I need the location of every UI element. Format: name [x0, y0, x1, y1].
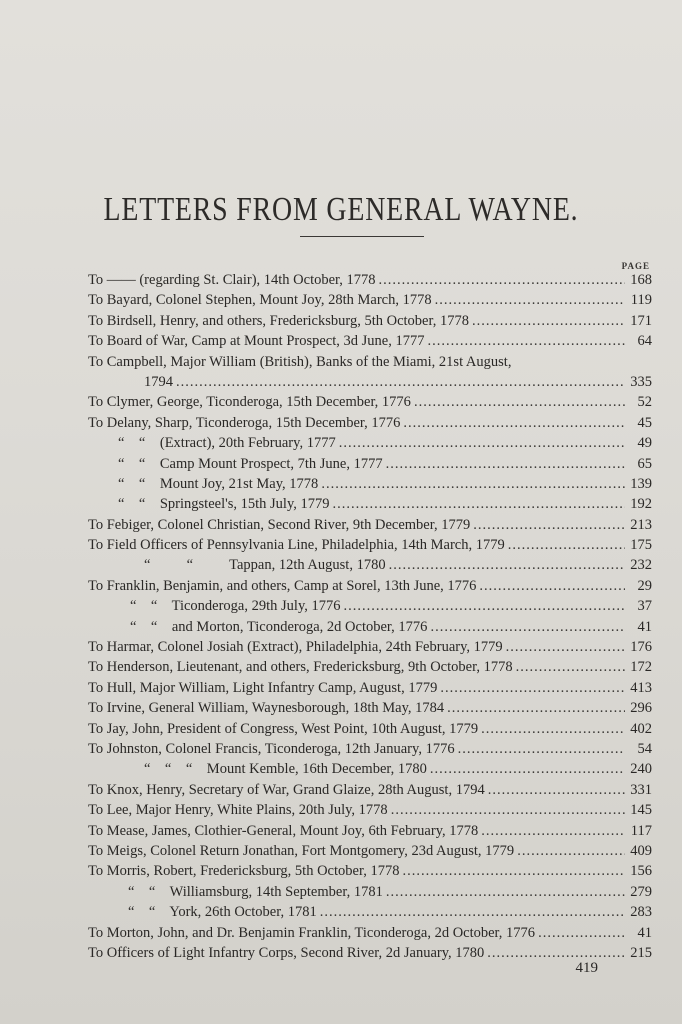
entry-page-number: 49 [637, 435, 652, 452]
index-entry [88, 659, 652, 679]
entry-text: “ “ and Morton, Ticonderoga, 2d October, 1776 [130, 618, 428, 635]
entry-page-number: 65 [637, 455, 652, 472]
leader-dots [333, 496, 625, 513]
index-entry [88, 721, 652, 741]
entry-text: To Johnston, Colonel Francis, Ticonderoga, 12th January, 1776 [88, 740, 455, 757]
entry-page-number: 175 [630, 537, 652, 554]
entry-text: “ “ York, 26th October, 1781 [128, 904, 317, 921]
entry-text: “ “ Camp Mount Prospect, 7th June, 1777 [118, 455, 383, 472]
entry-text: To Officers of Light Infantry Corps, Second River, 2d January, 1780 [88, 944, 485, 961]
entry-page-number: 171 [630, 312, 652, 329]
index-entry [88, 782, 652, 802]
leader-dots [440, 680, 625, 697]
entry-text: “ “ Mount Joy, 21st May, 1778 [118, 475, 319, 492]
index-entry [88, 619, 652, 639]
leader-dots [403, 415, 625, 432]
entry-text: To Campbell, Major William (British), Banks of the Miami, 21st August, [88, 353, 512, 370]
folio-number: 419 [575, 960, 598, 976]
index-entry [88, 863, 652, 883]
leader-dots [386, 456, 625, 473]
leader-dots [320, 904, 625, 921]
entry-page-number: 402 [630, 720, 652, 737]
index-entry [88, 639, 652, 659]
leader-dots [427, 333, 625, 350]
index-entry [88, 945, 652, 965]
index-entry [88, 292, 652, 312]
entry-text: To Morton, John, and Dr. Benjamin Franklin, Ticonderoga, 2d October, 1776 [88, 924, 536, 941]
index-entry [88, 823, 652, 843]
leader-dots [339, 435, 625, 452]
leader-dots [481, 721, 625, 738]
leader-dots [391, 802, 625, 819]
entry-text: To Henderson, Lieutenant, and others, Fredericksburg, 9th October, 1778 [88, 659, 513, 676]
entry-page-number: 139 [630, 475, 652, 492]
leader-dots [472, 313, 625, 330]
index-entry [88, 496, 652, 516]
entry-text: To Bayard, Colonel Stephen, Mount Joy, 28th March, 1778 [88, 292, 432, 309]
entry-page-number: 119 [630, 292, 652, 309]
index-entry [88, 557, 652, 577]
leader-dots [473, 517, 625, 534]
leader-dots [402, 863, 625, 880]
entry-page-number: 41 [637, 924, 652, 941]
entry-page-number: 331 [630, 781, 652, 798]
index-entry [88, 394, 652, 414]
entry-page-number: 335 [630, 373, 652, 390]
index-entry [88, 272, 652, 292]
leader-dots [481, 823, 625, 840]
page-column-heading: PAGE [621, 261, 650, 271]
leader-dots [435, 292, 625, 309]
entry-page-number: 240 [630, 761, 652, 778]
entry-text: To Mease, James, Clothier-General, Mount Joy, 6th February, 1778 [88, 822, 479, 839]
index-entry [88, 476, 652, 496]
entry-page-number: 54 [637, 740, 652, 757]
leader-dots [389, 557, 625, 574]
entry-page-number: 409 [630, 842, 652, 859]
entry-text: “ “ Ticonderoga, 29th July, 1776 [130, 598, 341, 615]
index-entry [88, 333, 652, 353]
index-entry [88, 761, 652, 781]
index-entry [88, 680, 652, 700]
entry-text: “ “ “ Mount Kemble, 16th December, 1780 [144, 761, 427, 778]
entry-page-number: 117 [630, 822, 652, 839]
entry-page-number: 283 [630, 904, 652, 921]
entry-text: “ “ (Extract), 20th February, 1777 [118, 435, 336, 452]
entry-page-number: 413 [630, 679, 652, 696]
index-entry [88, 843, 652, 863]
entry-text: To Field Officers of Pennsylvania Line, Philadelphia, 14th March, 1779 [88, 537, 505, 554]
index-entry [88, 925, 652, 945]
leader-dots [538, 925, 625, 942]
leader-dots [386, 884, 625, 901]
entry-text: “ “ Tappan, 12th August, 1780 [144, 557, 386, 574]
entry-text: To Birdsell, Henry, and others, Fredericksburg, 5th October, 1778 [88, 312, 469, 329]
index-entry [88, 700, 652, 720]
entry-text: To Morris, Robert, Fredericksburg, 5th October, 1778 [88, 863, 400, 880]
index-entry [88, 415, 652, 435]
entry-page-number: 52 [637, 394, 652, 411]
entry-text: To Febiger, Colonel Christian, Second River, 9th December, 1779 [88, 516, 471, 533]
entry-text: “ “ Springsteel's, 15th July, 1779 [118, 496, 330, 513]
index-entry [88, 904, 652, 924]
index-entry [88, 456, 652, 476]
index-entry [88, 313, 652, 333]
leader-dots [458, 741, 625, 758]
entry-text: To Clymer, George, Ticonderoga, 15th December, 1776 [88, 394, 411, 411]
index-entry [88, 435, 652, 455]
leader-dots [379, 272, 625, 289]
entry-page-number: 45 [637, 414, 652, 431]
leader-dots [517, 843, 625, 860]
entry-text: 1794 [144, 373, 173, 390]
index-entry [88, 802, 652, 822]
entry-page-number: 29 [637, 577, 652, 594]
leader-dots [479, 578, 625, 595]
entry-page-number: 215 [630, 944, 652, 961]
entry-page-number: 213 [630, 516, 652, 533]
leader-dots [430, 761, 625, 778]
entry-page-number: 37 [637, 598, 652, 615]
entry-text: To Lee, Major Henry, White Plains, 20th July, 1778 [88, 802, 388, 819]
entry-page-number: 192 [630, 496, 652, 513]
leader-dots [430, 619, 625, 636]
entry-page-number: 168 [630, 272, 652, 288]
index-entry [88, 741, 652, 761]
entry-text: To Hull, Major William, Light Infantry Camp, August, 1779 [88, 679, 438, 696]
leader-dots [506, 639, 625, 656]
leader-dots [516, 659, 625, 676]
entry-page-number: 296 [630, 700, 652, 717]
entry-text: To Jay, John, President of Congress, West Point, 10th August, 1779 [88, 720, 479, 737]
entry-text: To —— (regarding St. Clair), 14th October, 1778 [88, 272, 376, 288]
leader-dots [414, 394, 625, 411]
index-entry [88, 598, 652, 618]
index-entry [88, 578, 652, 598]
entry-page-number: 279 [630, 883, 652, 900]
leader-dots [508, 537, 625, 554]
entry-text: To Harmar, Colonel Josiah (Extract), Philadelphia, 24th February, 1779 [88, 639, 503, 656]
entry-text: To Irvine, General William, Waynesborough, 18th May, 1784 [88, 700, 445, 717]
entry-page-number: 156 [630, 863, 652, 880]
leader-dots [176, 374, 625, 391]
entry-page-number: 176 [630, 639, 652, 656]
entry-text: To Franklin, Benjamin, and others, Camp at Sorel, 13th June, 1776 [88, 577, 477, 594]
entry-page-number: 232 [630, 557, 652, 574]
entry-text: To Delany, Sharp, Ticonderoga, 15th December, 1776 [88, 414, 401, 431]
entry-text: “ “ Williamsburg, 14th September, 1781 [128, 883, 383, 900]
leader-dots [487, 945, 625, 962]
entry-page-number: 145 [630, 802, 652, 819]
page-title: LETTERS FROM GENERAL WAYNE. [103, 190, 579, 228]
leader-dots [447, 700, 625, 717]
index-entry [88, 354, 652, 374]
leader-dots [321, 476, 625, 493]
entry-page-number: 41 [637, 618, 652, 635]
entry-page-number: 64 [637, 333, 652, 350]
index-entry [88, 537, 652, 557]
index-entry [88, 517, 652, 537]
index-entry [88, 374, 652, 394]
entry-text: To Meigs, Colonel Return Jonathan, Fort Montgomery, 23d August, 1779 [88, 842, 515, 859]
leader-dots [488, 782, 625, 799]
entry-page-number: 172 [630, 659, 652, 676]
index-entry [88, 884, 652, 904]
entry-text: To Knox, Henry, Secretary of War, Grand Glaize, 28th August, 1794 [88, 781, 485, 798]
entry-text: To Board of War, Camp at Mount Prospect, 3d June, 1777 [88, 333, 425, 350]
leader-dots [344, 598, 625, 615]
letters-index [88, 272, 652, 965]
title-rule [300, 236, 424, 237]
